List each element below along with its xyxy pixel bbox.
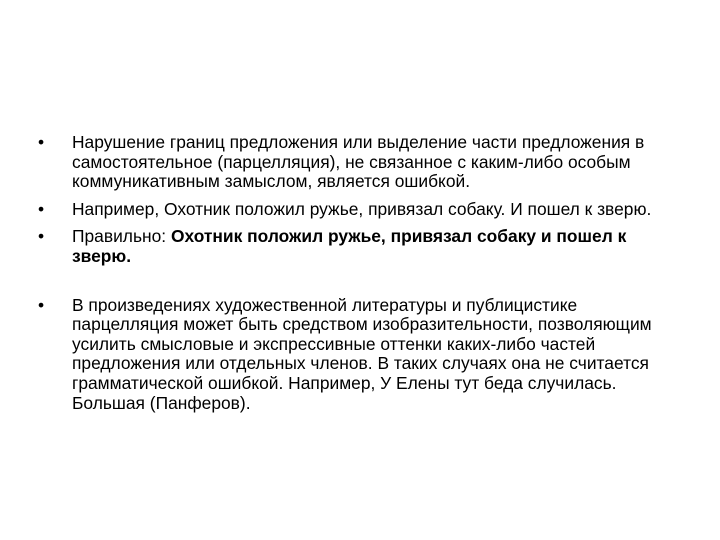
bullet-marker: • xyxy=(38,198,45,219)
bullet-text-example: Например, Охотник положил ружье, привязал собаку. И пошел к зверю. xyxy=(72,198,652,219)
bullet-item-2 xyxy=(38,200,688,220)
bullet-marker: • xyxy=(38,226,45,247)
bullet-marker: • xyxy=(38,132,45,152)
bullet-item-4 xyxy=(38,296,688,414)
bullet-item-3 xyxy=(38,227,688,266)
bullet-list xyxy=(38,133,688,421)
bullet-text-correct-label: Правильно: xyxy=(72,226,171,247)
bullet-text-literary-usage: В произведениях художественной литературы и публицистике парцелляция может быть средством изобразительности, позволяющим усилить смысловые и экспрессивные оттенки каких-либо частей предложения или отдельных членов. В таких случаях она не считается грамматической ошибкой. Например, У Елены тут беда случилась. Большая (Панферов). xyxy=(72,294,652,413)
bullet-item-1 xyxy=(38,133,688,192)
bullet-text-error-definition: Нарушение границ предложения или выделение части предложения в самостоятельное (парцелляция), не связанное с каким-либо особым коммуникативным замыслом, является ошибкой. xyxy=(72,132,645,192)
bullet-marker: • xyxy=(38,294,45,315)
bullet-text-correct-sentence: Охотник положил ружье, привязал собаку и пошел к зверю. xyxy=(72,226,627,266)
